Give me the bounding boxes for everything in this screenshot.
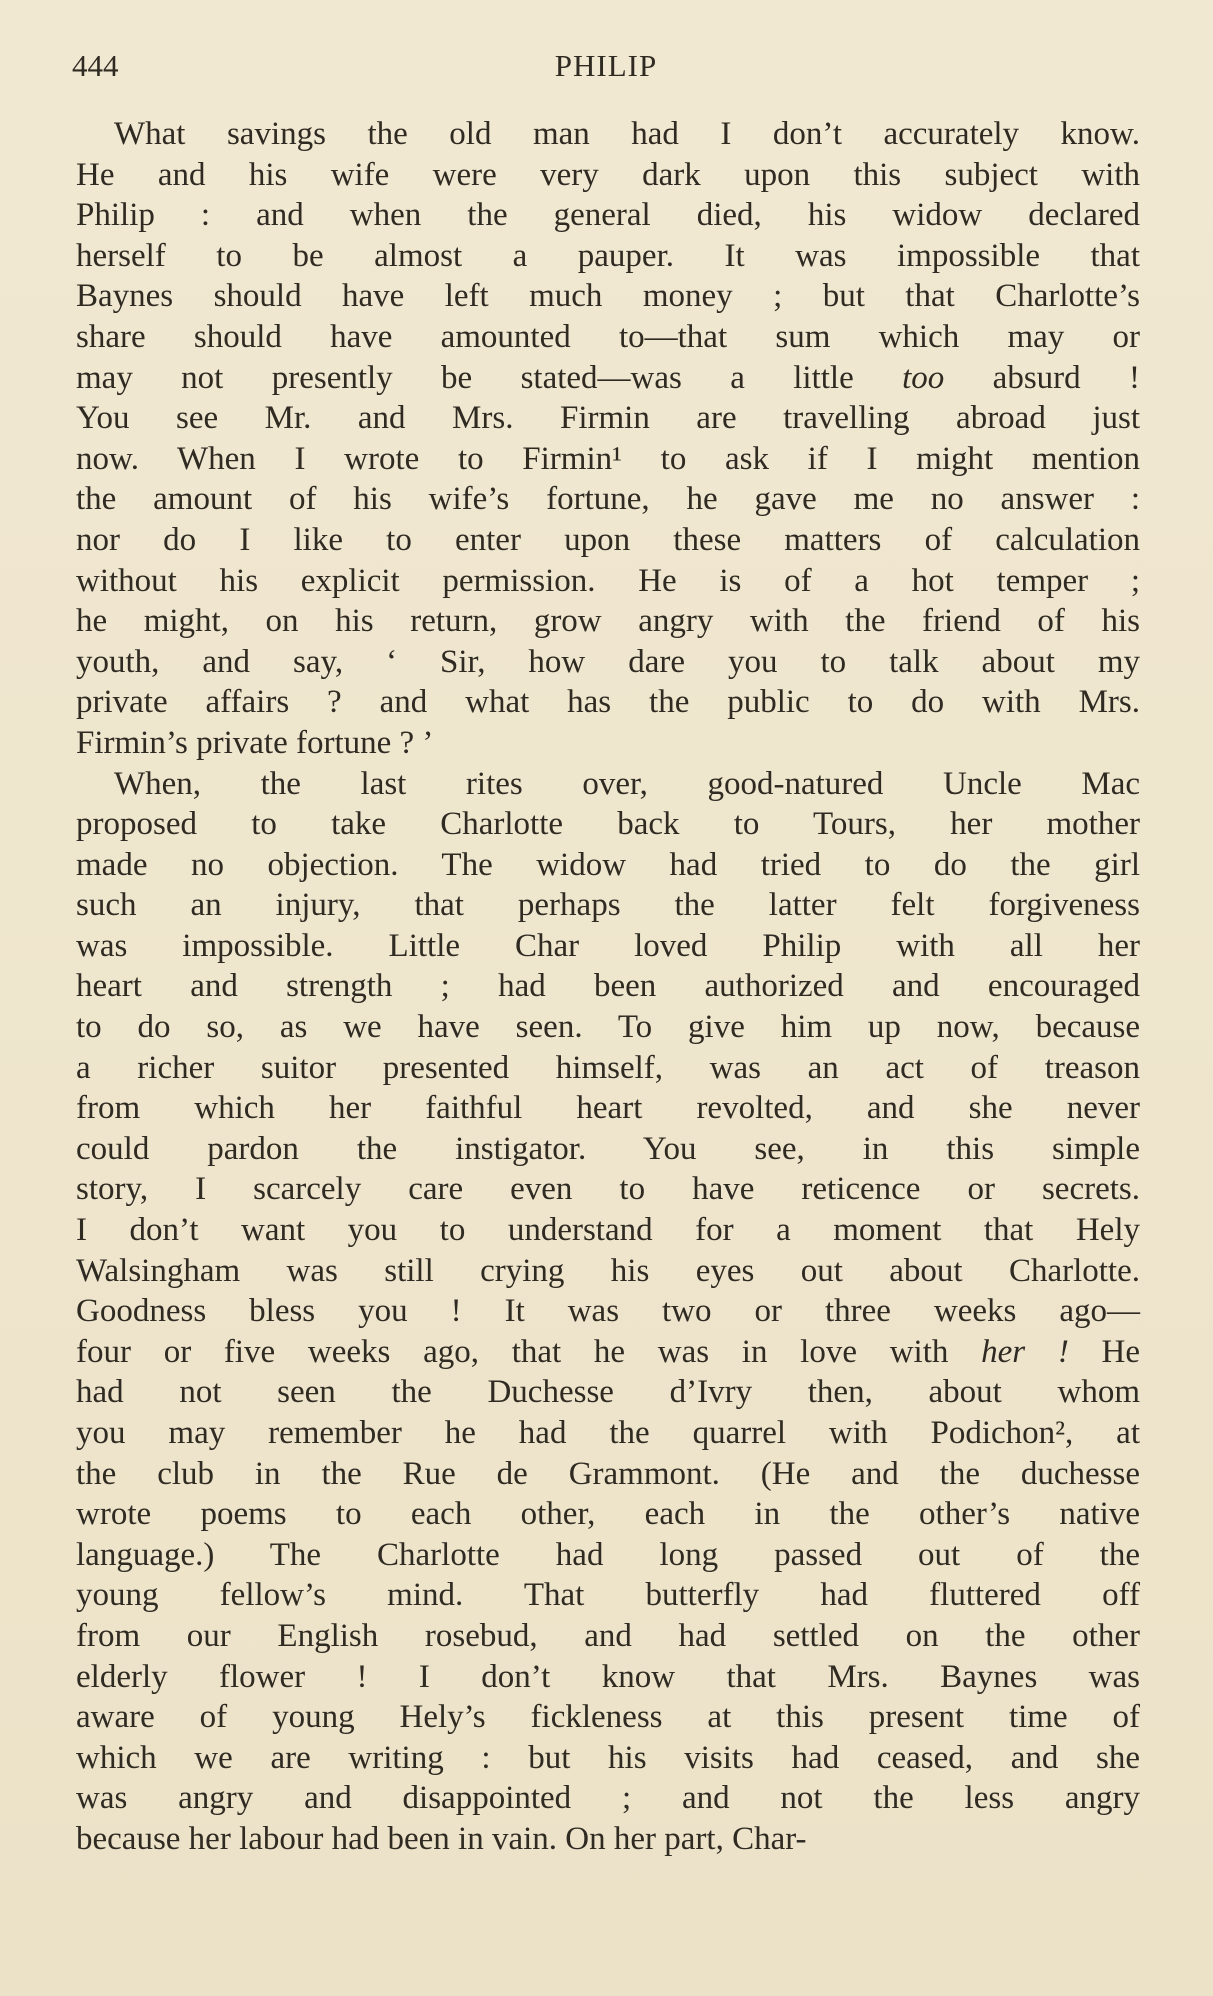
running-head [72,46,1140,86]
text-line: elderly flower ! I don’t know that Mrs. Baynes was [76,1658,1140,1695]
page-number: 444 [72,48,119,83]
text-line: You see Mr. and Mrs. Firmin are travelling abroad just [76,400,1140,437]
text-line: because her labour had been in vain. On her part, Char- [76,1820,807,1857]
text-line: could pardon the instigator. You see, in this simple [76,1130,1140,1167]
text-line: herself to be almost a pauper. It was impossible that [76,237,1140,274]
text-line: he might, on his return, grow angry with the friend of his [76,603,1140,640]
text-line: the club in the Rue de Grammont. (He and the duchesse [76,1455,1140,1492]
text-line: made no objection. The widow had tried to do the girl [76,846,1140,883]
text-line: wrote poems to each other, each in the other’s native [76,1496,1140,1533]
text-line: heart and strength ; had been authorized and encouraged [76,968,1140,1005]
text-line: Walsingham was still crying his eyes out about Charlotte. [76,1252,1140,1289]
text-line: you may remember he had the quarrel with Podichon², at [76,1415,1140,1451]
text-line: proposed to take Charlotte back to Tours, her mother [76,806,1140,843]
text-line: young fellow’s mind. That butterfly had fluttered off [76,1577,1140,1614]
text-line: which we are writing : but his visits had ceased, and she [76,1739,1140,1776]
text-line: story, I scarcely care even to have reticence or secrets. [76,1171,1140,1208]
text-line: Philip : and when the general died, his widow declared [76,197,1140,234]
text-line: four or five weeks ago, that he was in love with her ! He [76,1333,1141,1370]
text-line: When, the last rites over, good-natured Uncle Mac [114,765,1140,802]
text-line: What savings the old man had I don’t accurately know. [114,116,1140,152]
text-line: without his explicit permission. He is of a hot temper ; [76,562,1140,599]
text-line: youth, and say, ‘ Sir, how dare you to talk about my [76,643,1140,680]
text-line: from our English rosebud, and had settled on the other [76,1617,1140,1654]
text-line: such an injury, that perhaps the latter felt forgiveness [76,887,1140,924]
text-line: to do so, as we have seen. To give him up now, because [76,1009,1140,1046]
text-line: private affairs ? and what has the public to do with Mrs. [76,684,1140,721]
text-line: a richer suitor presented himself, was an act of treason [76,1049,1140,1086]
text-line: Baynes should have left much money ; but that Charlotte’s [76,278,1140,315]
text-line: was angry and disappointed ; and not the less angry [76,1780,1140,1817]
text-line: may not presently be stated—was a little too absurd ! [76,359,1141,396]
body-text [76,114,1140,1860]
text-line: from which her faithful heart revolted, and she never [76,1090,1140,1127]
text-line: the amount of his wife’s fortune, he gave me no answer : [76,481,1140,518]
text-line: nor do I like to enter upon these matters of calculation [76,521,1140,558]
text-line: Goodness bless you ! It was two or three weeks ago— [76,1293,1140,1330]
text-line: share should have amounted to—that sum which may or [76,318,1140,355]
text-line: He and his wife were very dark upon this subject with [76,156,1140,193]
text-line: had not seen the Duchesse d’Ivry then, about whom [76,1374,1140,1411]
text-line: now. When I wrote to Firmin¹ to ask if I might mention [76,440,1140,477]
text-line: language.) The Charlotte had long passed out of the [76,1536,1140,1573]
running-title: PHILIP [554,48,658,83]
text-line: aware of young Hely’s fickleness at this present time of [76,1699,1140,1736]
text-line: Firmin’s private fortune ? ’ [76,724,434,761]
text-line: was impossible. Little Char loved Philip with all her [76,927,1140,964]
text-line: I don’t want you to understand for a moment that Hely [76,1212,1140,1249]
